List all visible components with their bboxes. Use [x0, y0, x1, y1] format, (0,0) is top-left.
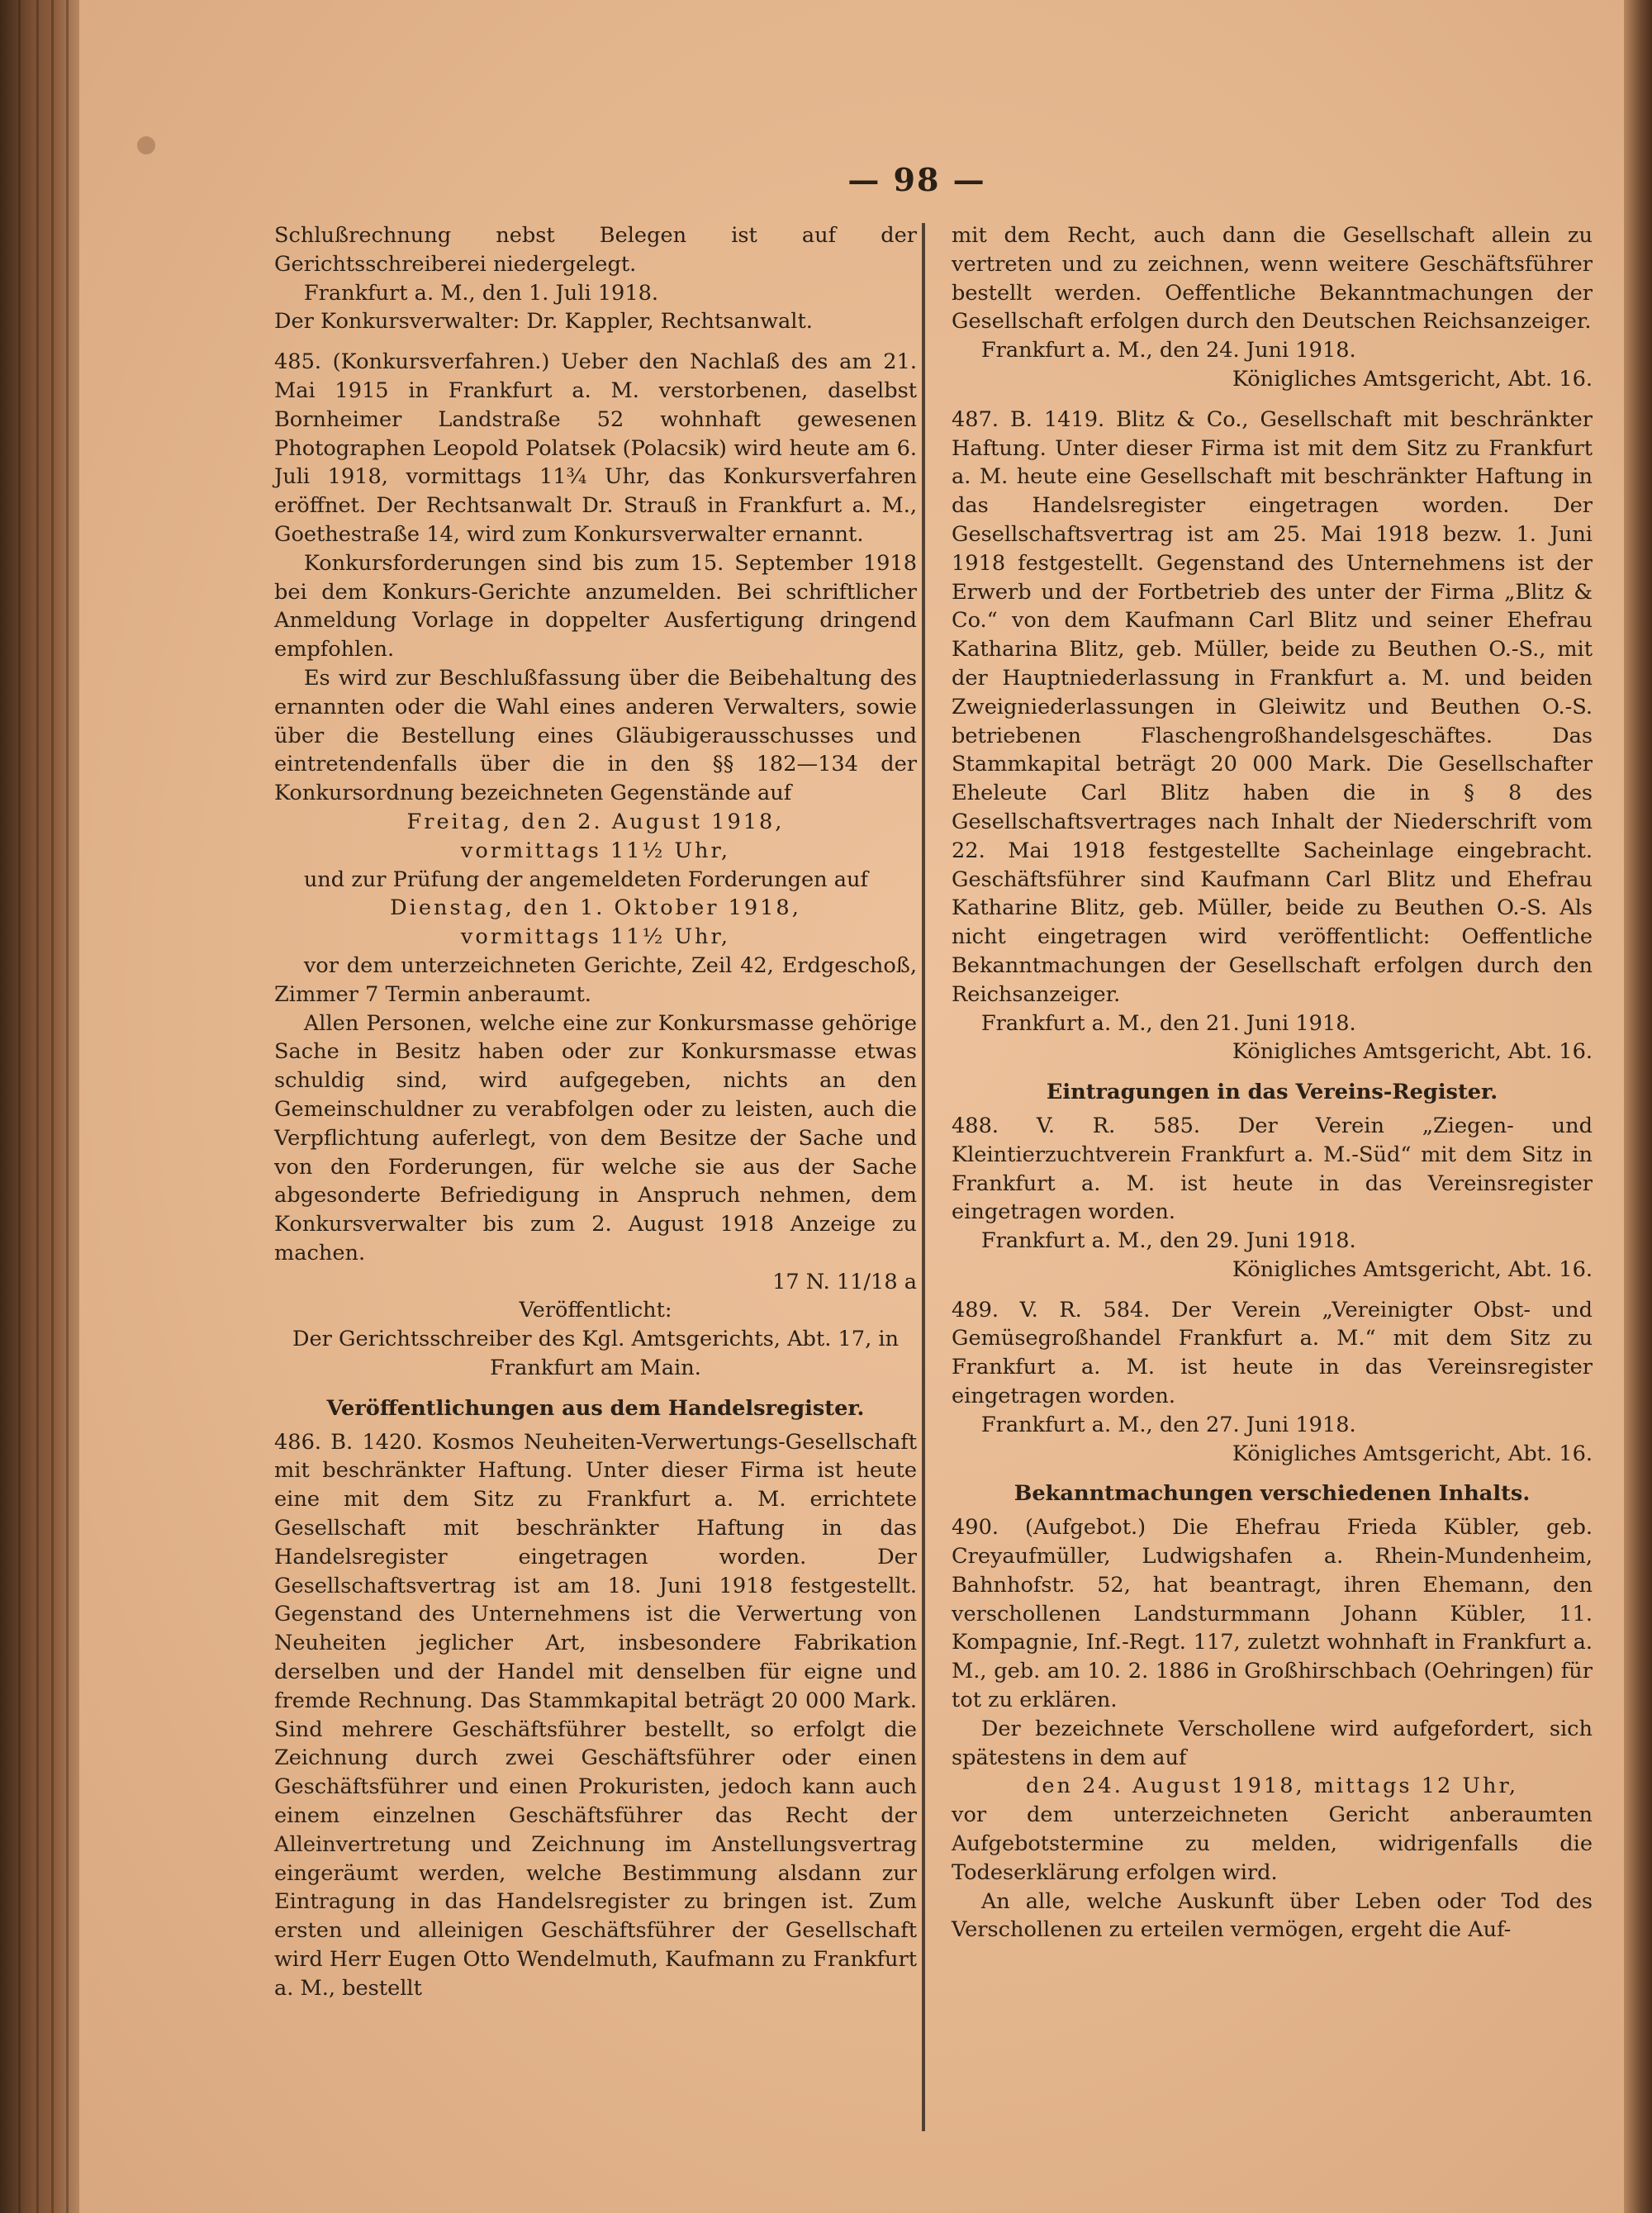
paragraph: 490. (Aufgebot.) Die Ehefrau Frieda Kübler, geb. Creyaufmüller, Ludwigshafen a. Rhein-Mundenheim, Bahnhofstr. 52, hat beantragt, ihren Ehemann, den verschollenen Landsturmmann Johann Kübler, 11. Kompagnie, Inf.-Regt. 117, zuletzt wohnhaft in Frankfurt a. M., geb. am 10. 2. 1886 in Großhirschbach (Oehringen) für tot zu erklären.	[952, 1515, 1593, 1713]
paragraph: Königliches Amtsgericht, Abt. 16.	[1232, 366, 1593, 392]
paragraph: 17 N. 11/18 a	[772, 1269, 917, 1294]
book-binding-edge	[0, 0, 91, 2213]
paragraph: Der bezeichnete Verschollene wird aufgefordert, sich spätestens in dem auf	[952, 1716, 1593, 1770]
paragraph: Dienstag, den 1. Oktober 1918,	[390, 895, 801, 921]
paragraph: Frankfurt a. M., den 21. Juni 1918.	[980, 1010, 1356, 1036]
paragraph: Königliches Amtsgericht, Abt. 16.	[1232, 1441, 1593, 1466]
paragraph: vormittags 11½ Uhr,	[460, 838, 731, 863]
paragraph: Konkursforderungen sind bis zum 15. September 1918 bei dem Konkurs-Gerichte anzumelden. Bei schriftlicher Anmeldung Vorlage in doppelter Ausfertigung dringend empfohlen.	[274, 550, 917, 662]
paragraph: 486. B. 1420. Kosmos Neuheiten-Verwertungs-Gesellschaft mit beschränkter Haftung. Unter dieser Firma ist heute eine mit dem Sitz zu Frankfurt a. M. errichtete Gesellschaft mit beschränkter Haftung in das Handelsregister eingetragen worden. Der Gesellschaftsvertrag ist am 18. Juni 1918 festgestellt. Gegenstand des Unternehmens ist die Verwertung von Neuheiten jeglicher Art, insbesondere Fabrikation derselben und der Handel mit denselben für eigne und fremde Rechnung. Das Stammkapital beträgt 20 000 Mark. Sind mehrere Geschäftsführer bestellt, so erfolgt die Zeichnung durch zwei Geschäftsführer oder einen Geschäftsführer und einen Prokuristen, jedoch kann auch einem einzelnen Geschäftsführer das Recht der Alleinvertretung und Zeichnung im Anstellungsvertrag eingeräumt werden, welche Bestimmung alsdann zur Eintragung in das Handelsregister zu bringen ist. Zum ersten und alleinigen Geschäftsführer der Gesellschaft wird Herr Eugen Otto Wendelmuth, Kaufmann zu Frankfurt a. M., bestellt	[274, 1429, 917, 2001]
paragraph: Frankfurt a. M., den 24. Juni 1918.	[980, 338, 1356, 363]
paragraph: mit dem Recht, auch dann die Gesellschaft allein zu vertreten und zu zeichnen, wenn weitere Geschäftsführer bestellt werden. Oeffentliche Bekanntmachungen der Gesellschaft erfolgen durch den Deutschen Reichsanzeiger.	[952, 223, 1593, 335]
paragraph: 489. V. R. 584. Der Verein „Vereinigter Obst- und Gemüsegroßhandel Frankfurt a. M.“ mit dem Sitz zu Frankfurt a. M. ist heute in das Vereinsregister eingetragen worden.	[952, 1297, 1593, 1409]
paragraph: Der Konkursverwalter: Dr. Kappler, Rechtsanwalt.	[274, 309, 813, 335]
page-number: — 98 —	[847, 161, 986, 198]
paragraph: Königliches Amtsgericht, Abt. 16.	[1232, 1256, 1593, 1282]
paragraph: Schlußrechnung nebst Belegen ist auf der Gerichtsschreiberei niedergelegt.	[274, 223, 917, 277]
book-right-edge	[1624, 0, 1652, 2213]
paragraph: den 24. August 1918, mittags 12 Uhr,	[1025, 1774, 1519, 1799]
paragraph: An alle, welche Auskunft über Leben oder Tod des Verschollenen zu erteilen vermögen, ergeht die Auf-	[952, 1888, 1593, 1943]
paragraph: vor dem unterzeichneten Gerichte, Zeil 42, Erdgeschoß, Zimmer 7 Termin anberaumt.	[274, 952, 917, 1007]
paragraph: Königliches Amtsgericht, Abt. 16.	[1232, 1039, 1593, 1065]
paragraph: 487. B. 1419. Blitz & Co., Gesellschaft mit beschränkter Haftung. Unter dieser Firma ist mit dem Sitz zu Frankfurt a. M. heute eine Gesellschaft mit beschränkter Haftung in das Handelsregister eingetragen worden. Der Gesellschaftsvertrag ist am 25. Mai 1918 bezw. 1. Juni 1918 festgestellt. Gegenstand des Unternehmens ist der Erwerb und der Fortbetrieb des unter der Firma „Blitz & Co.“ von dem Kaufmann Carl Blitz und seiner Ehefrau Katharina Blitz, geb. Müller, beide zu Beuthen O.-S., mit der Hauptniederlassung in Frankfurt a. M. und beiden Zweigniederlassungen in Gleiwitz und Beuthen O.-S. betriebenen Flaschengroßhandelsgeschäftes. Das Stammkapital beträgt 20 000 Mark. Die Gesellschafter Eheleute Carl Blitz haben die in § 8 des Gesellschaftsvertrages nach Inhalt der Niederschrift vom 22. Mai 1918 festgestellte Sacheinlage eingebracht. Geschäftsführer sind Kaufmann Carl Blitz und Ehefrau Katharine Blitz, geb. Müller, beide zu Beuthen O.-S. Als nicht eingetragen wird veröffentlicht: Oeffentliche Bekanntmachungen der Gesellschaft erfolgen durch den Reichsanzeiger.	[952, 406, 1593, 1007]
paragraph: vor dem unterzeichneten Gericht anberaumten Aufgebotstermine zu melden, widrigenfalls die Todeserklärung erfolgen wird.	[952, 1802, 1593, 1885]
paragraph: 485. (Konkursverfahren.) Ueber den Nachlaß des am 21. Mai 1915 in Frankfurt a. M. verstorbenen, daselbst Bornheimer Landstraße 52 wohnhaft gewesenen Photographen Leopold Polatsek (Polacsik) wird heute am 6. Juli 1918, vormittags 11¾ Uhr, das Konkursverfahren eröffnet. Der Rechtsanwalt Dr. Strauß in Frankfurt a. M., Goethestraße 14, wird zum Konkursverwalter ernannt.	[274, 349, 917, 547]
paragraph: 488. V. R. 585. Der Verein „Ziegen- und Kleintierzuchtverein Frankfurt a. M.-Süd“ mit dem Sitz in Frankfurt a. M. ist heute in das Vereinsregister eingetragen worden.	[952, 1113, 1593, 1225]
section-heading: Veröffentlichungen aus dem Handelsregister.	[326, 1395, 865, 1421]
paragraph: Es wird zur Beschlußfassung über die Beibehaltung des ernannten oder die Wahl eines anderen Verwalters, sowie über die Bestellung eines Gläubigerausschusses und eintretendenfalls über die in den §§ 182—134 der Konkursordnung bezeichneten Gegenstände auf	[274, 665, 917, 806]
paragraph: Allen Personen, welche eine zur Konkursmasse gehörige Sache in Besitz haben oder zur Konkursmasse etwas schuldig sind, wird aufgegeben, nichts an den Gemeinschuldner zu verabfolgen oder zu leisten, auch die Verpflichtung auferlegt, von dem Besitze der Sache und von den Forderungen, für welche sie aus der Sache abgesonderte Befriedigung in Anspruch nehmen, dem Konkursverwalter bis zum 2. August 1918 Anzeige zu machen.	[274, 1010, 917, 1266]
section-heading: Bekanntmachungen verschiedenen Inhalts.	[1014, 1481, 1531, 1507]
paragraph: Frankfurt a. M., den 1. Juli 1918.	[303, 280, 659, 306]
right-column	[952, 221, 1593, 1945]
punch-hole	[137, 136, 155, 154]
paragraph: und zur Prüfung der angemeldeten Forderungen auf	[303, 867, 868, 892]
section-heading: Eintragungen in das Vereins-Register.	[1046, 1080, 1498, 1105]
paragraph: Freitag, den 2. August 1918,	[406, 809, 785, 834]
paragraph: Frankfurt a. M., den 29. Juni 1918.	[980, 1228, 1356, 1254]
left-column	[274, 221, 917, 2003]
paragraph: Veröffentlicht:	[519, 1298, 672, 1323]
column-divider	[922, 223, 925, 2131]
paragraph: Der Gerichtsschreiber des Kgl. Amtsgerichts, Abt. 17, in Frankfurt am Main.	[292, 1327, 900, 1381]
paragraph: Frankfurt a. M., den 27. Juni 1918.	[980, 1412, 1356, 1437]
paragraph: vormittags 11½ Uhr,	[460, 924, 731, 950]
